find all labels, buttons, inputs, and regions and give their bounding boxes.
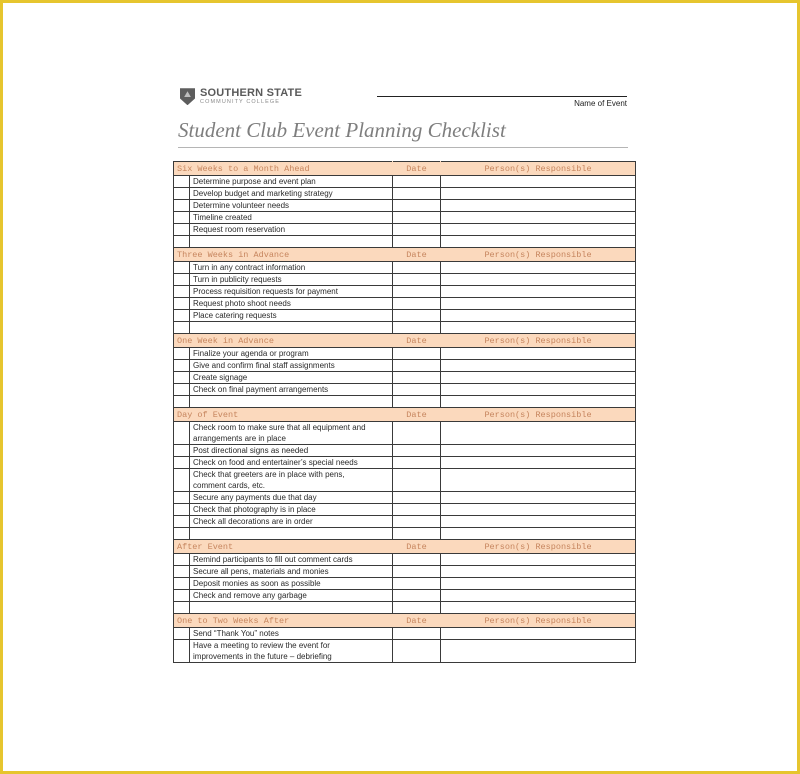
person-cell[interactable] xyxy=(441,200,636,212)
person-cell[interactable] xyxy=(441,224,636,236)
person-cell[interactable] xyxy=(441,396,636,408)
task-label-line: arrangements are in place xyxy=(193,434,286,443)
table-row xyxy=(174,224,636,236)
blank-row xyxy=(174,528,636,540)
date-cell[interactable] xyxy=(393,590,441,602)
task-label xyxy=(190,628,393,640)
logo-text xyxy=(200,88,302,106)
table-row xyxy=(174,516,636,528)
date-cell[interactable] xyxy=(393,310,441,322)
person-cell[interactable] xyxy=(441,262,636,274)
task-label-line: Secure all pens, materials and monies xyxy=(193,566,329,576)
table-row xyxy=(174,274,636,286)
college-logo xyxy=(180,88,302,106)
table-row xyxy=(174,590,636,602)
date-cell[interactable] xyxy=(393,274,441,286)
person-cell[interactable] xyxy=(441,322,636,334)
date-column-header: Date xyxy=(393,162,441,176)
title-divider xyxy=(178,147,628,148)
task-checkbox[interactable] xyxy=(174,516,190,528)
task-label xyxy=(190,372,393,384)
person-cell[interactable] xyxy=(441,590,636,602)
date-cell[interactable] xyxy=(393,602,441,614)
task-label-line: Check on final payment arrangements xyxy=(193,384,329,394)
table-row xyxy=(174,578,636,590)
date-cell[interactable] xyxy=(393,445,441,457)
task-label[interactable] xyxy=(190,236,393,248)
task-label-line: Remind participants to fill out comment cards xyxy=(193,554,353,564)
task-checkbox[interactable] xyxy=(174,360,190,372)
table-row xyxy=(174,176,636,188)
person-cell[interactable] xyxy=(441,528,636,540)
date-cell[interactable] xyxy=(393,396,441,408)
person-cell[interactable] xyxy=(441,348,636,360)
task-label-line: Check room to make sure that all equipment and xyxy=(193,423,366,432)
checklist-table xyxy=(173,161,636,663)
person-cell[interactable] xyxy=(441,469,636,492)
task-checkbox[interactable] xyxy=(174,212,190,224)
task-label xyxy=(190,578,393,590)
table-row xyxy=(174,384,636,396)
table-row xyxy=(174,298,636,310)
person-cell[interactable] xyxy=(441,360,636,372)
task-checkbox[interactable] xyxy=(174,492,190,504)
task-label-line: Give and confirm final staff assignments xyxy=(193,360,335,370)
date-cell[interactable] xyxy=(393,188,441,200)
table-row xyxy=(174,200,636,212)
task-label xyxy=(190,298,393,310)
task-checkbox[interactable] xyxy=(174,457,190,469)
task-label xyxy=(190,469,393,492)
task-checkbox[interactable] xyxy=(174,298,190,310)
person-cell[interactable] xyxy=(441,236,636,248)
task-checkbox[interactable] xyxy=(174,469,190,492)
section-heading: Day of Event xyxy=(174,408,393,422)
date-cell[interactable] xyxy=(393,566,441,578)
section-heading: After Event xyxy=(174,540,393,554)
task-label xyxy=(190,310,393,322)
person-cell[interactable] xyxy=(441,566,636,578)
person-cell[interactable] xyxy=(441,602,636,614)
section-header xyxy=(174,614,636,628)
date-cell[interactable] xyxy=(393,322,441,334)
task-checkbox[interactable] xyxy=(174,200,190,212)
section-heading: One Week in Advance xyxy=(174,334,393,348)
shield-icon xyxy=(180,88,195,105)
task-label-line: Have a meeting to review the event for xyxy=(193,641,330,650)
table-row xyxy=(174,566,636,578)
date-cell[interactable] xyxy=(393,504,441,516)
task-checkbox[interactable] xyxy=(174,384,190,396)
person-cell[interactable] xyxy=(441,422,636,445)
task-checkbox[interactable] xyxy=(174,274,190,286)
blank-row xyxy=(174,322,636,334)
person-cell[interactable] xyxy=(441,445,636,457)
task-label[interactable] xyxy=(190,322,393,334)
task-checkbox[interactable] xyxy=(174,602,190,614)
task-label xyxy=(190,200,393,212)
task-checkbox[interactable] xyxy=(174,348,190,360)
table-row xyxy=(174,554,636,566)
task-label-line: Send “Thank You” notes xyxy=(193,628,279,638)
task-label-line: Check all decorations are in order xyxy=(193,516,313,526)
section-header xyxy=(174,540,636,554)
task-label xyxy=(190,348,393,360)
task-label xyxy=(190,360,393,372)
task-checkbox[interactable] xyxy=(174,188,190,200)
person-cell[interactable] xyxy=(441,286,636,298)
section-header xyxy=(174,334,636,348)
task-checkbox[interactable] xyxy=(174,310,190,322)
person-cell[interactable] xyxy=(441,188,636,200)
table-row xyxy=(174,372,636,384)
task-label[interactable] xyxy=(190,396,393,408)
task-label-line: Check on food and entertainer’s special needs xyxy=(193,457,358,467)
task-checkbox[interactable] xyxy=(174,590,190,602)
task-label-line: Post directional signs as needed xyxy=(193,445,309,455)
person-cell[interactable] xyxy=(441,554,636,566)
task-checkbox[interactable] xyxy=(174,578,190,590)
task-checkbox[interactable] xyxy=(174,422,190,445)
table-row xyxy=(174,348,636,360)
section-header xyxy=(174,162,636,176)
date-cell[interactable] xyxy=(393,176,441,188)
table-row xyxy=(174,504,636,516)
task-label xyxy=(190,422,393,445)
task-label-line: Request photo shoot needs xyxy=(193,298,291,308)
section-heading: Three Weeks in Advance xyxy=(174,248,393,262)
date-cell[interactable] xyxy=(393,262,441,274)
date-column-header: Date xyxy=(393,408,441,422)
person-cell[interactable] xyxy=(441,274,636,286)
date-column-header: Date xyxy=(393,334,441,348)
date-cell[interactable] xyxy=(393,236,441,248)
task-label xyxy=(190,516,393,528)
table-row xyxy=(174,310,636,322)
task-label[interactable] xyxy=(190,602,393,614)
task-label xyxy=(190,457,393,469)
task-label xyxy=(190,566,393,578)
section-heading: Six Weeks to a Month Ahead xyxy=(174,162,393,176)
task-label xyxy=(190,274,393,286)
task-label-line: comment cards, etc. xyxy=(193,481,266,490)
task-label-line: Check and remove any garbage xyxy=(193,590,307,600)
task-checkbox[interactable] xyxy=(174,372,190,384)
person-cell[interactable] xyxy=(441,457,636,469)
task-label-line: Create signage xyxy=(193,372,248,382)
task-label-line: Turn in publicity requests xyxy=(193,274,282,284)
task-checkbox[interactable] xyxy=(174,176,190,188)
date-cell[interactable] xyxy=(393,348,441,360)
task-label xyxy=(190,640,393,663)
task-checkbox[interactable] xyxy=(174,566,190,578)
table-row xyxy=(174,469,636,492)
date-cell[interactable] xyxy=(393,298,441,310)
person-cell[interactable] xyxy=(441,176,636,188)
section-header xyxy=(174,408,636,422)
task-label xyxy=(190,212,393,224)
date-cell[interactable] xyxy=(393,200,441,212)
date-cell[interactable] xyxy=(393,224,441,236)
logo-sub-text: COMMUNITY COLLEGE xyxy=(200,99,281,105)
task-label-line: Request room reservation xyxy=(193,224,286,234)
task-label[interactable] xyxy=(190,528,393,540)
date-cell[interactable] xyxy=(393,422,441,445)
task-label-line: Secure any payments due that day xyxy=(193,492,317,502)
table-row xyxy=(174,212,636,224)
task-label-line: Check that greeters are in place with pens, xyxy=(193,470,345,479)
table-row xyxy=(174,457,636,469)
date-cell[interactable] xyxy=(393,640,441,663)
task-checkbox[interactable] xyxy=(174,554,190,566)
section-heading: One to Two Weeks After xyxy=(174,614,393,628)
task-label-line: Process requisition requests for payment xyxy=(193,286,338,296)
date-column-header: Date xyxy=(393,540,441,554)
date-cell[interactable] xyxy=(393,457,441,469)
date-cell[interactable] xyxy=(393,528,441,540)
person-cell[interactable] xyxy=(441,492,636,504)
date-cell[interactable] xyxy=(393,212,441,224)
task-label xyxy=(190,188,393,200)
date-cell[interactable] xyxy=(393,554,441,566)
task-checkbox[interactable] xyxy=(174,528,190,540)
task-label xyxy=(190,492,393,504)
table-row xyxy=(174,360,636,372)
task-checkbox[interactable] xyxy=(174,396,190,408)
section-header xyxy=(174,248,636,262)
task-label xyxy=(190,384,393,396)
task-label-line: Timeline created xyxy=(193,212,252,222)
task-checkbox[interactable] xyxy=(174,640,190,663)
task-label-line: Finalize your agenda or program xyxy=(193,348,309,358)
person-cell[interactable] xyxy=(441,372,636,384)
person-column-header: Person(s) Responsible xyxy=(441,408,636,422)
date-cell[interactable] xyxy=(393,492,441,504)
person-cell[interactable] xyxy=(441,310,636,322)
table-row xyxy=(174,640,636,663)
task-label-line: Turn in any contract information xyxy=(193,262,306,272)
task-checkbox[interactable] xyxy=(174,628,190,640)
task-checkbox[interactable] xyxy=(174,504,190,516)
task-label-line: Deposit monies as soon as possible xyxy=(193,578,321,588)
task-label-line: Develop budget and marketing strategy xyxy=(193,188,333,198)
task-label xyxy=(190,286,393,298)
task-label xyxy=(190,590,393,602)
date-cell[interactable] xyxy=(393,578,441,590)
person-cell[interactable] xyxy=(441,628,636,640)
person-cell[interactable] xyxy=(441,578,636,590)
task-label xyxy=(190,176,393,188)
date-column-header: Date xyxy=(393,248,441,262)
task-checkbox[interactable] xyxy=(174,224,190,236)
task-checkbox[interactable] xyxy=(174,236,190,248)
person-cell[interactable] xyxy=(441,384,636,396)
person-column-header: Person(s) Responsible xyxy=(441,334,636,348)
table-row xyxy=(174,286,636,298)
blank-row xyxy=(174,236,636,248)
table-row xyxy=(174,262,636,274)
date-cell[interactable] xyxy=(393,628,441,640)
task-label-line: improvements in the future – debriefing xyxy=(193,652,332,661)
person-cell[interactable] xyxy=(441,516,636,528)
date-column-header: Date xyxy=(393,614,441,628)
person-cell[interactable] xyxy=(441,640,636,663)
person-column-header: Person(s) Responsible xyxy=(441,248,636,262)
task-label xyxy=(190,262,393,274)
task-checkbox[interactable] xyxy=(174,286,190,298)
person-cell[interactable] xyxy=(441,298,636,310)
person-column-header: Person(s) Responsible xyxy=(441,540,636,554)
event-name-label: Name of Event xyxy=(574,99,627,108)
date-cell[interactable] xyxy=(393,360,441,372)
task-checkbox[interactable] xyxy=(174,262,190,274)
task-label-line: Check that photography is in place xyxy=(193,504,316,514)
date-cell[interactable] xyxy=(393,372,441,384)
table-row xyxy=(174,445,636,457)
table-row xyxy=(174,628,636,640)
person-cell[interactable] xyxy=(441,504,636,516)
date-cell[interactable] xyxy=(393,516,441,528)
table-row xyxy=(174,422,636,445)
logo-main-text: SOUTHERN STATE xyxy=(200,87,303,99)
date-cell[interactable] xyxy=(393,469,441,492)
person-column-header: Person(s) Responsible xyxy=(441,614,636,628)
blank-row xyxy=(174,602,636,614)
task-checkbox[interactable] xyxy=(174,322,190,334)
task-label-line: Determine purpose and event plan xyxy=(193,176,316,186)
person-cell[interactable] xyxy=(441,212,636,224)
table-row xyxy=(174,492,636,504)
date-cell[interactable] xyxy=(393,286,441,298)
task-label-line: Place catering requests xyxy=(193,310,277,320)
page-title: Student Club Event Planning Checklist xyxy=(178,118,506,142)
table-row xyxy=(174,188,636,200)
task-label-line: Determine volunteer needs xyxy=(193,200,290,210)
task-label xyxy=(190,554,393,566)
task-label xyxy=(190,445,393,457)
event-name-line[interactable] xyxy=(377,96,627,97)
blank-row xyxy=(174,396,636,408)
date-cell[interactable] xyxy=(393,384,441,396)
task-label xyxy=(190,504,393,516)
person-column-header: Person(s) Responsible xyxy=(441,162,636,176)
task-checkbox[interactable] xyxy=(174,445,190,457)
task-label xyxy=(190,224,393,236)
